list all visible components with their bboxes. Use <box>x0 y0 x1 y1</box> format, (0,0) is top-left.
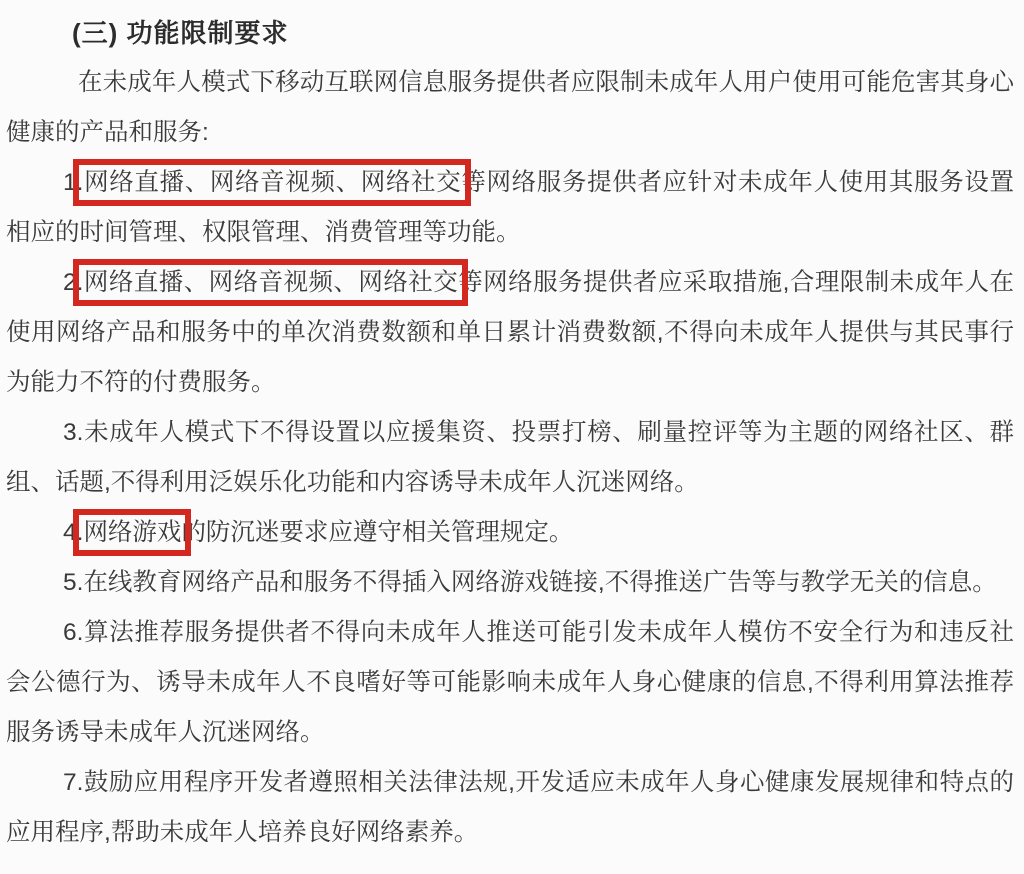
item-number: 1. <box>63 169 84 196</box>
list-item-3 <box>6 408 1014 508</box>
item-text: 的防沉迷要求应遵守相关管理规定。 <box>181 519 574 546</box>
highlight-box-annotation: 网络游戏 <box>83 519 182 546</box>
item-number: 5. <box>63 569 84 596</box>
list-item-2 <box>6 258 1014 408</box>
item-number: 6. <box>63 619 84 646</box>
item-text: 未成年人模式下不得设置以应援集资、投票打榜、刷量控评等为主题的网络社区、群组、话题,不得利用泛娱乐化功能和内容诱导未成年人沉迷网络。 <box>6 419 1014 496</box>
intro-paragraph <box>6 58 1014 158</box>
list-item-4 <box>6 508 1014 558</box>
item-number: 4. <box>63 519 84 546</box>
list-item-5 <box>6 558 1014 608</box>
item-number: 3. <box>63 419 84 446</box>
section-heading: (三) 功能限制要求 <box>72 18 289 48</box>
item-text: 等网络服务提供者应采取措施,合理限制未成年人在使用网络产品和服务中的单次消费数额和单日累计消费数额,不得向未成年人提供与其民事行为能力不符的付费服务。 <box>6 269 1014 396</box>
item-text: 鼓励应用程序开发者遵照相关法律法规,开发适应未成年人身心健康发展规律和特点的应用程序,帮助未成年人培养良好网络素养。 <box>6 769 1014 846</box>
list-item-6 <box>6 608 1014 758</box>
intro-text: 在未成年人模式下移动互联网信息服务提供者应限制未成年人用户使用可能危害其身心健康的产品和服务: <box>6 69 1014 146</box>
list-item-7 <box>6 758 1014 858</box>
item-text: 等网络服务提供者应针对未成年人使用其服务设置相应的时间管理、权限管理、消费管理等功能。 <box>6 169 1014 246</box>
item-text: 在线教育网络产品和服务不得插入网络游戏链接,不得推送广告等与教学无关的信息。 <box>83 569 997 596</box>
item-number: 7. <box>63 769 84 796</box>
highlight-box-annotation: 网络直播、网络音视频、网络社交 <box>83 169 462 196</box>
highlight-box-annotation: 网络直播、网络音视频、网络社交 <box>83 269 459 296</box>
item-number: 2. <box>63 269 84 296</box>
list-item-1 <box>6 158 1014 258</box>
item-text: 算法推荐服务提供者不得向未成年人推送可能引发未成年人模仿不安全行为和违反社会公德行为、诱导未成年人不良嗜好等可能影响未成年人身心健康的信息,不得利用算法推荐服务诱导未成年人沉迷网络。 <box>6 619 1014 746</box>
